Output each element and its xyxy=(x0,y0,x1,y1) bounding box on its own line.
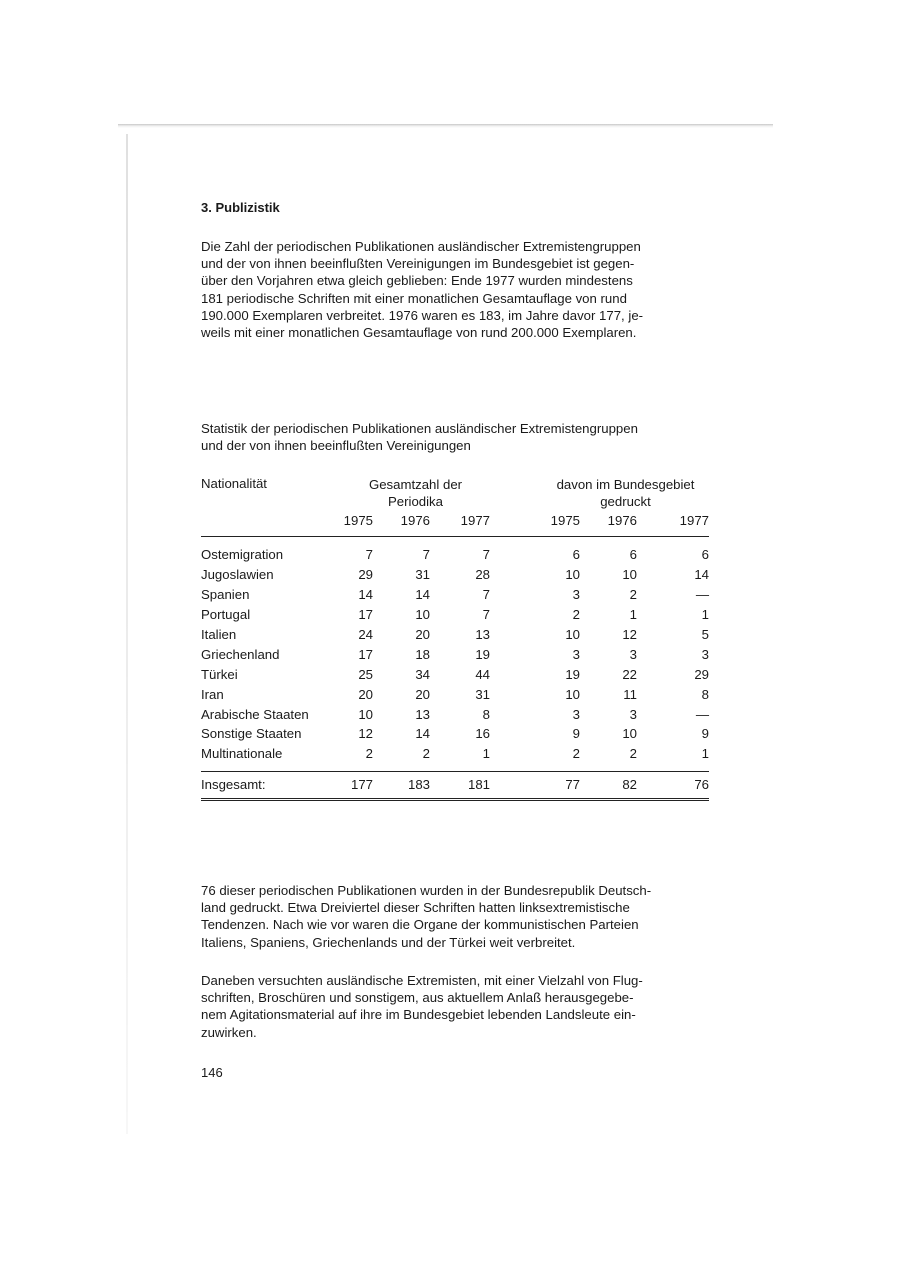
table-cell: 10 xyxy=(415,607,430,623)
table-cell: 16 xyxy=(475,726,490,742)
text-line: Tendenzen. Nach wie vor waren die Organe der kommunistischen Parteien xyxy=(201,917,639,933)
text-line: Daneben versuchten ausländische Extremisten, mit einer Vielzahl von Flug- xyxy=(201,973,643,988)
table-cell: 44 xyxy=(475,666,490,682)
table-cell: 7 xyxy=(365,547,373,563)
table-cell: 7 xyxy=(482,547,490,563)
column-group-total-line1: Gesamtzahl der xyxy=(368,477,463,492)
table-cell: 17 xyxy=(358,646,373,662)
total-cell: 183 xyxy=(373,771,430,799)
table-row xyxy=(201,644,709,664)
table-cell: 12 xyxy=(358,726,373,742)
table-cell: 20 xyxy=(415,627,430,642)
table-cell: 6 xyxy=(629,547,637,563)
table-cell: 31 xyxy=(475,686,490,702)
table-row xyxy=(201,684,709,704)
text-line: schriften, Broschüren und sonstigem, aus aktuellem Anlaß herausgegebe- xyxy=(201,990,634,1006)
table-cell: 10 xyxy=(565,567,580,583)
total-cell: 82 xyxy=(580,771,637,799)
row-label: Arabische Staaten xyxy=(201,706,309,722)
text-line: weils mit einer monatlichen Gesamtauflage von rund 200.000 Exemplaren. xyxy=(201,325,637,341)
table-cell: 1 xyxy=(629,607,637,623)
paragraph-agitation xyxy=(201,972,709,1041)
total-row xyxy=(201,771,709,799)
table-cell: — xyxy=(695,706,709,722)
text-line: 190.000 Exemplaren verbreitet. 1976 waren es 183, im Jahre davor 177, je- xyxy=(201,307,644,323)
row-label: Ostemigration xyxy=(201,547,284,563)
table-cell: 29 xyxy=(694,666,709,682)
table-cell: 14 xyxy=(415,587,430,603)
table-cell: 3 xyxy=(629,646,637,662)
table-cell: 22 xyxy=(622,666,637,682)
table-cell: 10 xyxy=(622,567,637,583)
table-row xyxy=(201,704,709,724)
total-cell: 181 xyxy=(430,771,490,799)
year-header: 1976 xyxy=(580,510,637,537)
column-group-total-line2: Periodika xyxy=(388,494,443,509)
row-label: Portugal xyxy=(201,607,251,623)
table-cell: 18 xyxy=(415,646,430,662)
table-cell: 19 xyxy=(565,666,580,682)
table-cell: 3 xyxy=(701,646,709,662)
table-cell: 1 xyxy=(701,607,709,623)
column-group-printed-line2: gedruckt xyxy=(600,494,651,509)
table-title xyxy=(201,420,709,454)
table-cell: 28 xyxy=(475,567,490,583)
total-cell: 76 xyxy=(637,771,709,799)
table-body xyxy=(201,537,709,772)
table-row xyxy=(201,744,709,771)
total-cell: 177 xyxy=(341,771,373,799)
row-label: Multinationale xyxy=(201,746,283,762)
table-cell: 34 xyxy=(415,666,430,682)
text-line: land gedruckt. Etwa Dreiviertel dieser Schriften hatten linksextremistische xyxy=(201,900,630,916)
table-cell: 5 xyxy=(701,627,709,642)
table-cell: 1 xyxy=(482,746,490,762)
table-cell: 8 xyxy=(482,706,490,722)
year-header-row xyxy=(201,510,709,537)
table-cell: 6 xyxy=(701,547,709,563)
text-line: 181 periodische Schriften mit einer monatlichen Gesamtauflage von rund xyxy=(201,290,627,306)
year-header: 1977 xyxy=(637,510,709,537)
table-row xyxy=(201,625,709,645)
table-cell: 31 xyxy=(415,567,430,583)
year-header: 1975 xyxy=(341,510,373,537)
table-cell: 13 xyxy=(475,627,490,642)
year-header: 1975 xyxy=(542,510,580,537)
page-number: 146 xyxy=(201,1065,223,1080)
year-header: 1976 xyxy=(373,510,430,537)
column-group-printed xyxy=(542,476,709,493)
text-line: über den Vorjahren etwa gleich geblieben: Ende 1977 wurden mindestens xyxy=(201,273,633,289)
column-group-printed-line1: davon im Bundesgebiet xyxy=(556,477,695,492)
table-cell: 6 xyxy=(572,547,580,563)
table-cell: 14 xyxy=(415,726,430,742)
table-cell: 2 xyxy=(422,746,430,762)
table-cell: 2 xyxy=(629,587,637,603)
table-cell: 3 xyxy=(572,706,580,722)
row-label: Jugoslawien xyxy=(201,567,274,583)
table-cell: 10 xyxy=(565,627,580,642)
table-row xyxy=(201,724,709,744)
table-cell: 2 xyxy=(629,746,637,762)
table-cell: 9 xyxy=(701,726,709,742)
table-row xyxy=(201,537,709,565)
table-cell: 3 xyxy=(572,587,580,603)
text-line: Die Zahl der periodischen Publikationen ausländischer Extremistengruppen xyxy=(201,239,641,254)
text-line: und der von ihnen beeinflußten Vereinigungen im Bundesgebiet ist gegen- xyxy=(201,256,635,272)
table-cell: 29 xyxy=(358,567,373,583)
table-cell: 2 xyxy=(572,746,580,762)
text-line: zuwirken. xyxy=(201,1024,257,1040)
table-cell: 2 xyxy=(572,607,580,623)
table-header-row xyxy=(201,476,709,493)
table-cell: 14 xyxy=(694,567,709,583)
table-cell: 17 xyxy=(358,607,373,623)
table-cell: 8 xyxy=(701,686,709,702)
text-line: Italiens, Spaniens, Griechenlands und der Türkei weit verbreitet. xyxy=(201,934,576,950)
table-cell: 9 xyxy=(572,726,580,742)
row-label: Griechenland xyxy=(201,646,280,662)
table-cell: 14 xyxy=(358,587,373,603)
table-cell: 2 xyxy=(365,746,373,762)
total-label: Insgesamt: xyxy=(201,771,341,799)
paragraph-printed xyxy=(201,882,709,951)
table-cell: 3 xyxy=(572,646,580,662)
table-cell: 7 xyxy=(482,587,490,603)
table-cell: 1 xyxy=(701,746,709,762)
table-cell: — xyxy=(695,587,709,603)
scan-edge-top xyxy=(118,124,773,128)
statistics-table xyxy=(201,476,709,801)
table-cell: 20 xyxy=(415,686,430,702)
table-cell: 12 xyxy=(622,627,637,642)
row-label: Spanien xyxy=(201,587,250,603)
row-label: Sonstige Staaten xyxy=(201,726,302,742)
table-cell: 20 xyxy=(358,686,373,702)
row-label: Italien xyxy=(201,627,237,642)
intro-paragraph xyxy=(201,238,709,341)
total-cell: 77 xyxy=(542,771,580,799)
table-cell: 10 xyxy=(358,706,373,722)
table-cell: 19 xyxy=(475,646,490,662)
table-row xyxy=(201,585,709,605)
section-heading: 3. Publizistik xyxy=(201,200,280,215)
table-cell: 7 xyxy=(482,607,490,623)
row-label: Türkei xyxy=(201,666,238,682)
table-cell: 11 xyxy=(623,686,637,702)
table-row xyxy=(201,605,709,625)
column-group-total xyxy=(341,476,490,493)
table-row xyxy=(201,565,709,585)
year-header: 1977 xyxy=(430,510,490,537)
row-label: Iran xyxy=(201,686,224,702)
table-cell: 3 xyxy=(629,706,637,722)
text-line: und der von ihnen beeinflußten Vereinigungen xyxy=(201,438,471,454)
table-cell: 24 xyxy=(358,627,373,642)
scan-edge-left xyxy=(126,134,128,1134)
column-header-nationality: Nationalität xyxy=(201,476,267,491)
table-cell: 10 xyxy=(622,726,637,742)
table-cell: 13 xyxy=(415,706,430,722)
text-line: nem Agitationsmaterial auf ihre im Bundesgebiet lebenden Landsleute ein- xyxy=(201,1007,636,1023)
table-cell: 25 xyxy=(358,666,373,682)
table-cell: 7 xyxy=(422,547,430,563)
table-row xyxy=(201,664,709,684)
text-line: 76 dieser periodischen Publikationen wurden in der Bundesrepublik Deutsch- xyxy=(201,883,652,898)
table-cell: 10 xyxy=(565,686,580,702)
text-line: Statistik der periodischen Publikationen ausländischer Extremistengruppen xyxy=(201,421,638,436)
